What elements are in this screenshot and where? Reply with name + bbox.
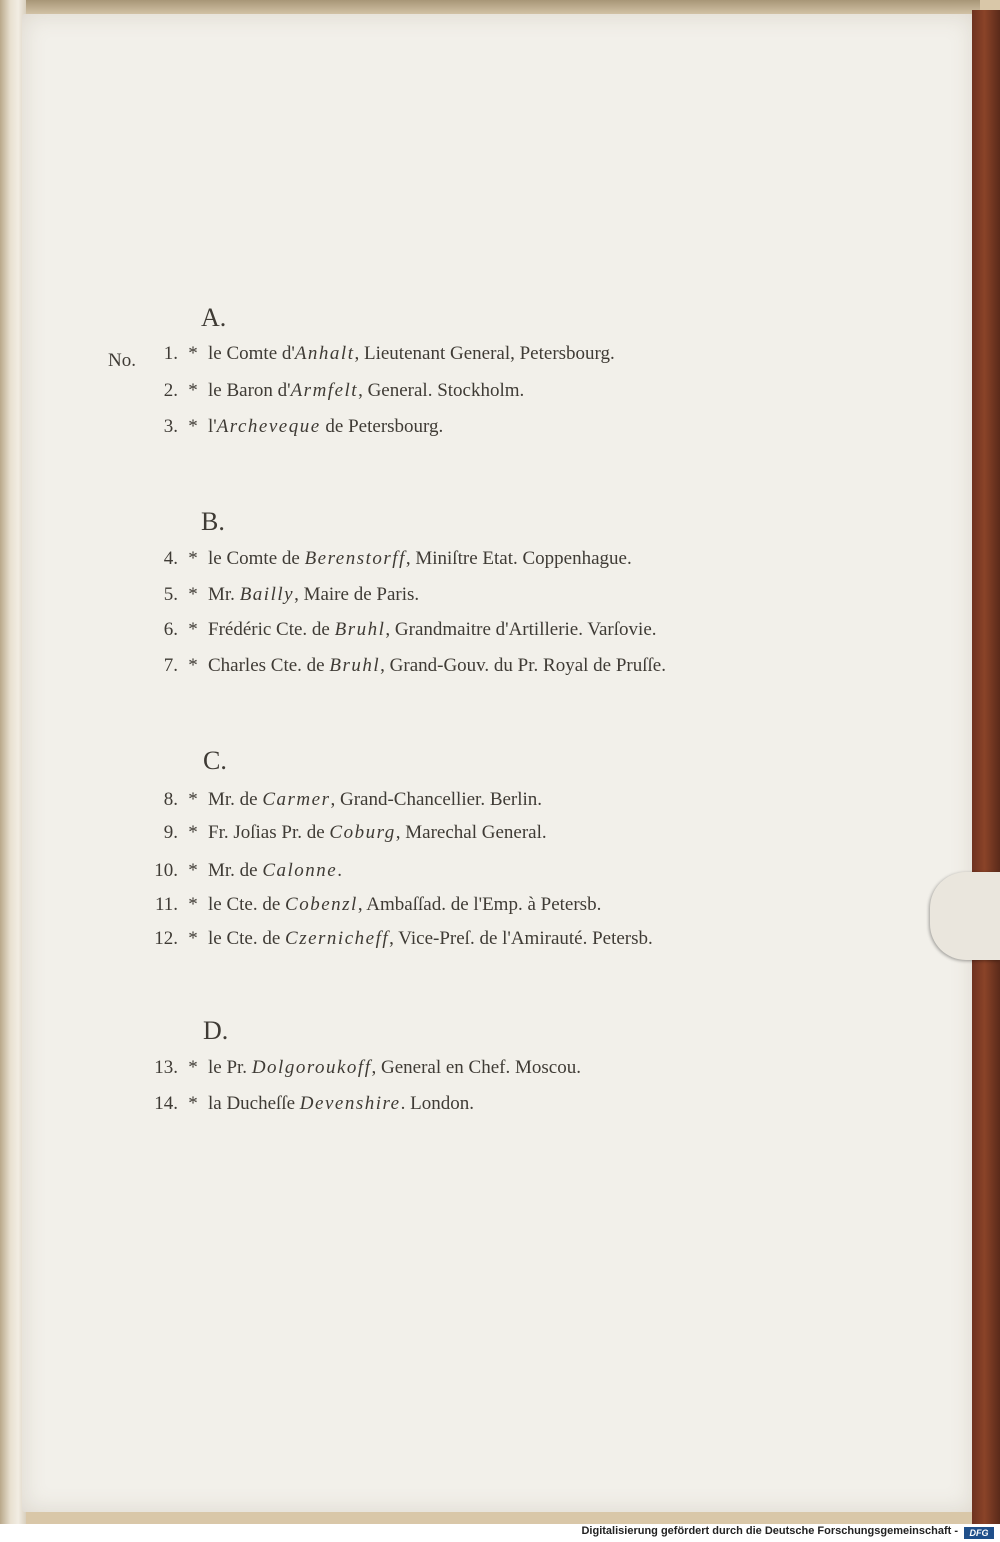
book-cover-edge [972,10,1000,1524]
list-item [146,416,443,438]
list-item [146,619,657,641]
entry-suffix: , General en Chef. Moscou. [371,1057,581,1078]
entry-suffix: , Miniſtre Etat. Coppenhague. [405,548,632,569]
entry-prefix: Mr. de [208,789,263,810]
entry-number: 14. [154,1093,178,1114]
entry-number: 2. [163,380,178,401]
entry-prefix: Mr. de [208,860,263,881]
list-item [146,548,632,570]
entry-prefix: le Baron d' [208,380,291,401]
entry-name: Anhalt [294,343,355,364]
entry-suffix: , Lieutenant General, Petersbourg. [354,343,615,364]
entry-number: 1. [163,343,178,364]
entry-number: 4. [163,548,178,569]
entry-number: 10. [154,860,178,881]
list-item [146,822,547,844]
entry-number: 3. [163,416,178,437]
entry-number: 11. [154,894,178,915]
entry-suffix: , Vice-Preſ. de l'Amirauté. Petersb. [389,928,653,949]
entry-suffix: . [337,860,342,881]
entry-prefix: le Cte. de [208,928,286,949]
entry-name: Dolgoroukoff [251,1057,372,1078]
list-item [146,655,666,677]
star-mark: * [188,928,198,949]
list-item [146,343,615,365]
star-mark: * [188,380,198,401]
entry-name: Bruhl [334,619,386,640]
entry-suffix: . London. [400,1093,474,1114]
entry-suffix: de Petersbourg. [320,416,444,437]
star-mark: * [188,548,198,569]
entry-number: 7. [163,655,178,676]
star-mark: * [188,822,198,843]
star-mark: * [188,655,198,676]
entry-name: Berenstorff [304,548,406,569]
entry-prefix: la Ducheſſe [208,1093,300,1114]
entry-name: Armfelt [290,380,359,401]
entry-suffix: , Ambaſſad. de l'Emp. à Petersb. [357,894,602,915]
entry-name: Archeveque [216,416,321,437]
entry-prefix: le Pr. [208,1057,252,1078]
entry-name: Devenshire [299,1093,401,1114]
entry-prefix: Mr. [208,584,240,605]
star-mark: * [188,1093,198,1114]
dfg-logo-icon: DFG [964,1527,994,1539]
entry-name: Carmer [262,789,331,810]
entry-prefix: l' [208,416,217,437]
list-item [146,584,419,606]
page-sheet [22,14,974,1512]
section-heading-a: A. [201,303,227,332]
star-mark: * [188,789,198,810]
star-mark: * [188,619,198,640]
footer-credit: Digitalisierung gefördert durch die Deutsche Forschungsgemeinschaft - [581,1525,958,1537]
page-clip [930,872,1000,960]
list-item [146,789,542,811]
entry-name: Czernicheff [285,928,390,949]
entry-suffix: , Grandmaitre d'Artillerie. Varſovie. [385,619,657,640]
entry-suffix: , Maire de Paris. [294,584,420,605]
entry-name: Bruhl [329,655,381,676]
entry-prefix: Charles Cte. de [208,655,330,676]
star-mark: * [188,584,198,605]
entry-number: 6. [163,619,178,640]
section-heading-c: C. [203,746,227,775]
section-heading-d: D. [203,1016,229,1045]
entry-number: 5. [163,584,178,605]
entry-suffix: , Grand-Gouv. du Pr. Royal de Pruſſe. [380,655,666,676]
list-item [146,1057,581,1079]
entry-name: Coburg [329,822,396,843]
entry-suffix: , General. Stockholm. [358,380,525,401]
star-mark: * [188,860,198,881]
list-item [146,928,653,950]
entry-suffix: , Marechal General. [395,822,547,843]
entry-prefix: Frédéric Cte. de [208,619,335,640]
list-item [146,380,524,402]
list-item [146,1093,474,1115]
star-mark: * [188,1057,198,1078]
entry-number: 8. [163,789,178,810]
entry-number: 9. [163,822,178,843]
section-heading-b: B. [201,507,225,536]
entry-name: Calonne [262,860,338,881]
entry-name: Cobenzl [285,894,358,915]
entry-prefix: le Comte de [208,548,305,569]
entry-suffix: , Grand-Chancellier. Berlin. [330,789,543,810]
star-mark: * [188,343,198,364]
star-mark: * [188,416,198,437]
entry-prefix: le Cte. de [208,894,286,915]
entry-prefix: Fr. Joſias Pr. de [208,822,330,843]
list-item [146,894,601,916]
star-mark: * [188,894,198,915]
no-label: No. [108,350,136,371]
entry-name: Bailly [239,584,295,605]
entry-number: 13. [154,1057,178,1078]
list-item [146,860,342,882]
entry-prefix: le Comte d' [208,343,295,364]
entry-number: 12. [154,928,178,949]
